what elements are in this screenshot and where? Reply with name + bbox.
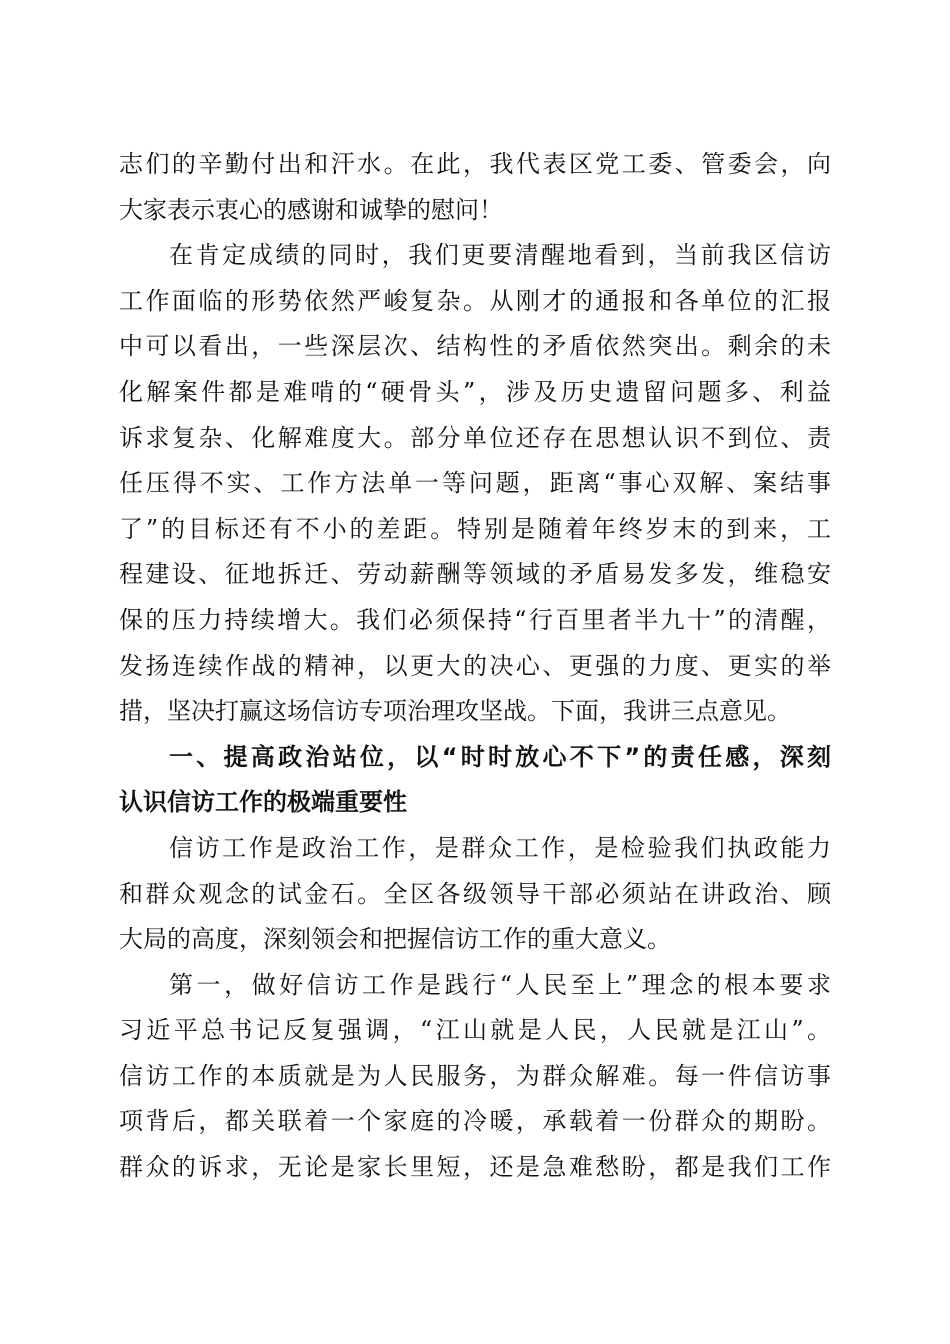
text-line: 化解案件都是难啃的“硬骨头”，涉及历史遗留问题多、利益 <box>119 377 831 406</box>
text-line: 大家表示衷心的感谢和诚挚的慰问！ <box>119 195 503 224</box>
text-line: 工作面临的形势依然严峻复杂。从刚才的通报和各单位的汇报 <box>119 286 831 315</box>
text-line: 程建设、征地拆迁、劳动薪酬等领域的矛盾易发多发，维稳安 <box>119 560 831 589</box>
heading-line: 认识信访工作的极端重要性 <box>119 788 407 817</box>
section-heading <box>119 735 831 826</box>
heading-line: 一、提高政治站位，以“时时放心不下”的责任感，深刻 <box>169 742 831 771</box>
text-line: 信访工作的本质就是为人民服务，为群众解难。每一件信访事 <box>119 1061 831 1090</box>
text-line: 志们的辛勤付出和汗水。在此，我代表区党工委、管委会，向 <box>119 150 831 178</box>
text-line: 诉求复杂、化解难度大。部分单位还存在思想认识不到位、责 <box>119 423 831 452</box>
text-line: 了”的目标还有不小的差距。特别是随着年终岁末的到来，工 <box>119 514 831 543</box>
paragraph-situation <box>119 233 831 735</box>
text-line: 大局的高度，深刻领会和把握信访工作的重大意义。 <box>119 925 671 954</box>
text-line: 措，坚决打赢这场信访专项治理攻坚战。下面，我讲三点意见。 <box>119 697 791 726</box>
paragraph-first-point <box>119 963 831 1191</box>
text-line: 发扬连续作战的精神，以更大的决心、更强的力度、更实的举 <box>119 651 831 680</box>
text-line: 群众的诉求，无论是家长里短，还是急难愁盼，都是我们工作 <box>119 1153 831 1182</box>
text-line: 习近平总书记反复强调，“江山就是人民，人民就是江山”。 <box>119 1016 831 1045</box>
text-line: 项背后，都关联着一个家庭的冷暖，承载着一份群众的期盼。 <box>119 1107 831 1136</box>
paragraph-intro <box>119 826 831 963</box>
document-body <box>119 142 831 1191</box>
text-line: 第一，做好信访工作是践行“人民至上”理念的根本要求 <box>169 970 831 999</box>
text-line: 在肯定成绩的同时，我们更要清醒地看到，当前我区信访 <box>169 241 831 270</box>
paragraph-continuation <box>119 142 831 233</box>
text-line: 和群众观念的试金石。全区各级领导干部必须站在讲政治、顾 <box>119 879 831 908</box>
text-line: 信访工作是政治工作，是群众工作，是检验我们执政能力 <box>169 833 831 862</box>
text-line: 中可以看出，一些深层次、结构性的矛盾依然突出。剩余的未 <box>119 332 831 361</box>
text-line: 保的压力持续增大。我们必须保持“行百里者半九十”的清醒， <box>119 605 831 634</box>
text-line: 任压得不实、工作方法单一等问题，距离“事心双解、案结事 <box>119 469 831 498</box>
